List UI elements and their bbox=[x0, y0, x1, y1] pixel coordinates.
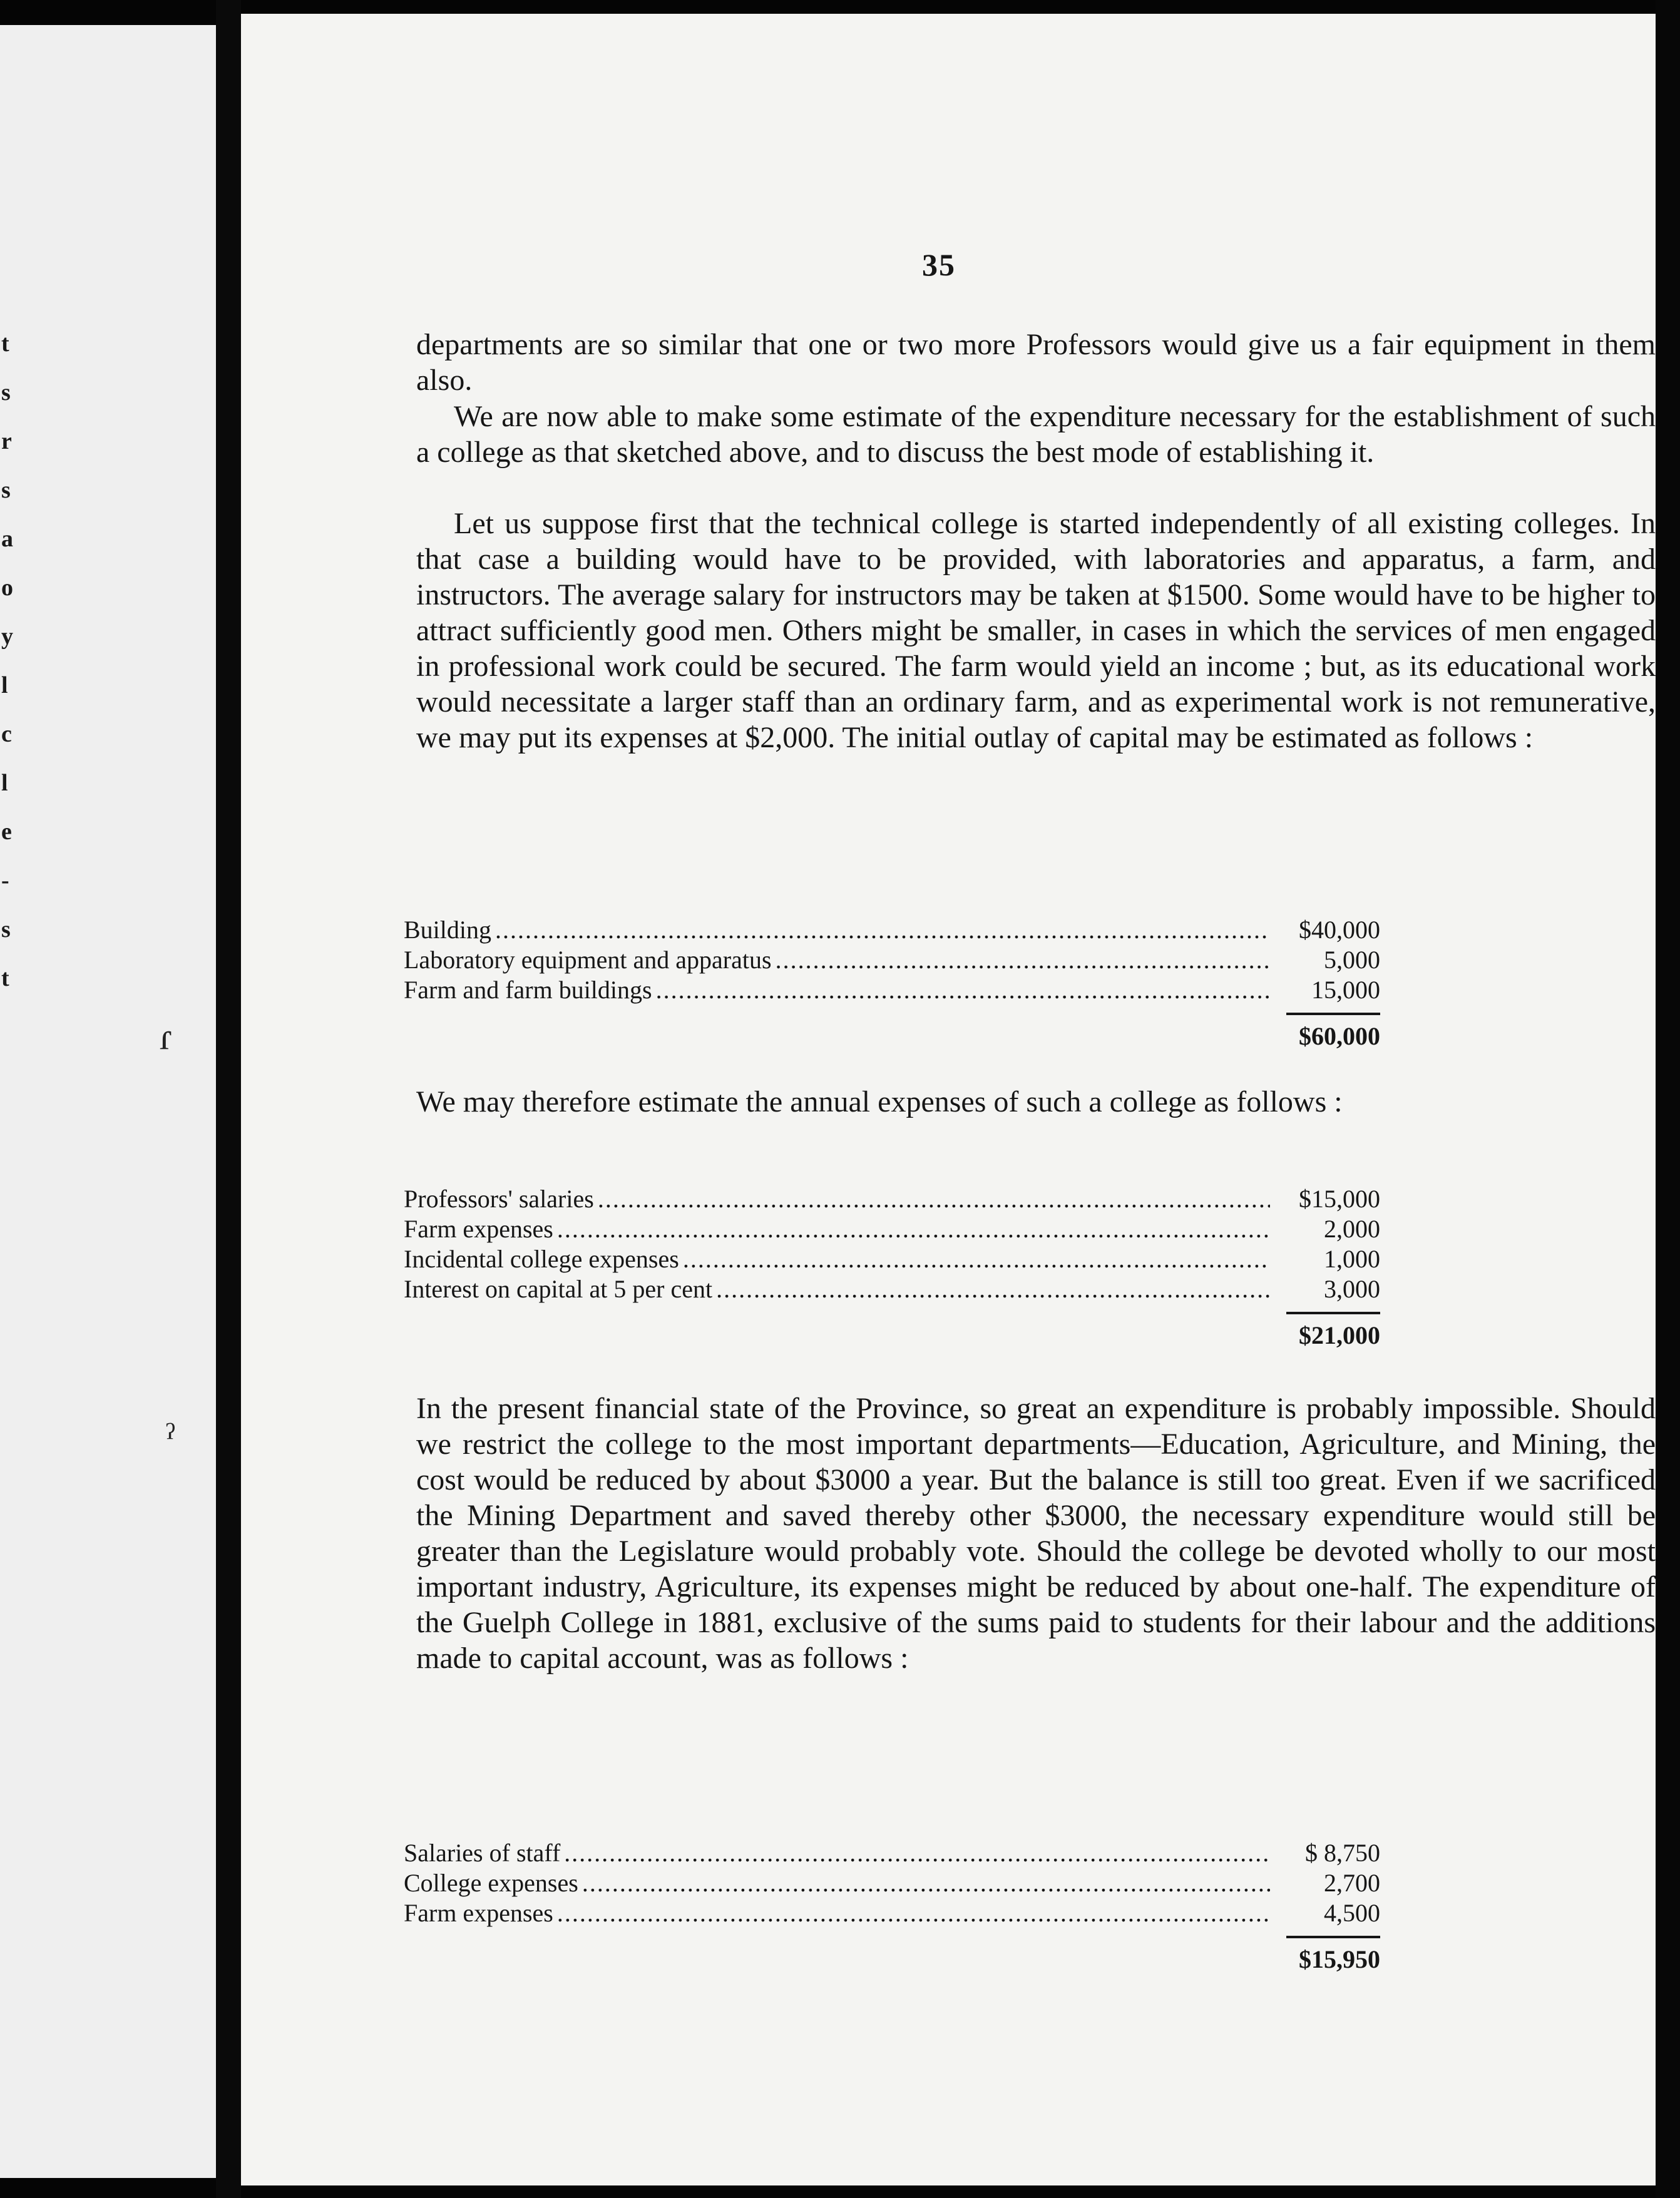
leader-dots bbox=[656, 975, 1270, 1005]
edge-letter: - bbox=[1, 867, 9, 894]
leader-dots bbox=[557, 1214, 1270, 1244]
leader-dots bbox=[716, 1274, 1270, 1304]
edge-letter: t bbox=[1, 965, 9, 991]
table-row bbox=[404, 915, 1380, 945]
row-amount: $15,000 bbox=[1299, 1185, 1380, 1213]
edge-letter: l bbox=[1, 672, 8, 698]
row-label: Building bbox=[404, 916, 492, 944]
row-amount: 1,000 bbox=[1324, 1245, 1380, 1273]
sum-rule bbox=[1286, 1312, 1380, 1314]
table-total: $15,950 bbox=[1299, 1945, 1380, 1973]
leader-dots bbox=[564, 1838, 1270, 1868]
table-row bbox=[404, 1244, 1380, 1274]
row-amount: 15,000 bbox=[1311, 976, 1380, 1004]
edge-letter: o bbox=[1, 575, 13, 601]
row-amount: 3,000 bbox=[1324, 1275, 1380, 1303]
table-row bbox=[404, 1214, 1380, 1244]
row-label: Salaries of staff bbox=[404, 1839, 561, 1867]
guelph-expenditure-table bbox=[404, 1838, 1380, 1975]
ink-speck: ɾ bbox=[160, 1016, 172, 1057]
previous-page-edge-letters bbox=[1, 319, 20, 1003]
row-amount: 5,000 bbox=[1324, 946, 1380, 974]
capital-outlay-table bbox=[404, 915, 1380, 1051]
edge-letter: r bbox=[1, 428, 12, 454]
page-35 bbox=[160, 14, 1656, 2185]
row-amount: 2,000 bbox=[1324, 1215, 1380, 1243]
row-amount: $ 8,750 bbox=[1305, 1839, 1380, 1867]
paragraph-expenditure-estimate: We are now able to make some estimate of the expenditure necessary for the establishment of such a college as that sketched above, and to discuss the best mode of establishing it. bbox=[416, 400, 1656, 469]
table-row bbox=[404, 1868, 1380, 1898]
scan-right-border bbox=[1656, 0, 1680, 2198]
sum-rule bbox=[1286, 1013, 1380, 1015]
row-label: Professors' salaries bbox=[404, 1185, 594, 1213]
leader-dots bbox=[683, 1244, 1270, 1274]
edge-letter: y bbox=[1, 623, 13, 650]
sum-rule bbox=[1286, 1936, 1380, 1938]
row-amount: 4,500 bbox=[1324, 1899, 1380, 1927]
row-label: College expenses bbox=[404, 1869, 578, 1897]
edge-letter: l bbox=[1, 770, 8, 796]
row-label: Farm expenses bbox=[404, 1899, 553, 1927]
table-total: $60,000 bbox=[1299, 1022, 1380, 1050]
ink-speck: ˀ bbox=[166, 1416, 175, 1458]
row-amount: 2,700 bbox=[1324, 1869, 1380, 1897]
leader-dots bbox=[598, 1184, 1270, 1214]
row-label: Interest on capital at 5 per cent bbox=[404, 1275, 713, 1303]
edge-letter: e bbox=[1, 819, 12, 845]
previous-page-fragment bbox=[0, 25, 216, 2178]
edge-letter: c bbox=[1, 721, 12, 747]
table-row bbox=[404, 1184, 1380, 1214]
table-total: $21,000 bbox=[1299, 1321, 1380, 1349]
leader-dots bbox=[776, 945, 1270, 975]
page-number: 35 bbox=[922, 247, 956, 282]
leader-dots bbox=[557, 1898, 1270, 1928]
edge-letter: a bbox=[1, 526, 13, 552]
row-label: Incidental college expenses bbox=[404, 1245, 679, 1273]
row-amount: $40,000 bbox=[1299, 916, 1380, 944]
paragraph-continuation: departments are so similar that one or two more Professors would give us a fair equipment in them also. bbox=[416, 328, 1656, 397]
paragraph-annual-expenses: We may therefore estimate the annual expenses of such a college as follows : bbox=[416, 1085, 1343, 1118]
leader-dots bbox=[495, 915, 1270, 945]
row-label: Laboratory equipment and apparatus bbox=[404, 946, 772, 974]
table-row bbox=[404, 1898, 1380, 1928]
edge-letter: s bbox=[1, 477, 11, 503]
annual-expenses-table bbox=[404, 1184, 1380, 1351]
paragraph-financial-state: In the present financial state of the Province, so great an expenditure is probably impossible. Should we restrict the college to the most important departments—Education, Agriculture, and Mining, the cost would be reduced by about $3000 a year. But the balance is still too great. Even if we sacrificed the Mining Department and saved thereby other $3000, the necessary expenditure would still be greater than the Legislature would probably vote. Should the college be devoted wholly to our most important industry, Agriculture, its expenses might be reduced by about one-half. The expenditure of the Guelph College in 1881, exclusive of the sums paid to students for their labour and the additions made to capital account, was as follows : bbox=[416, 1392, 1656, 1675]
row-label: Farm and farm buildings bbox=[404, 976, 652, 1004]
book-gutter bbox=[216, 0, 241, 2198]
edge-letter: t bbox=[1, 330, 9, 357]
table-row bbox=[404, 945, 1380, 975]
table-row bbox=[404, 1838, 1380, 1868]
table-row bbox=[404, 1274, 1380, 1304]
edge-letter: s bbox=[1, 379, 11, 406]
leader-dots bbox=[582, 1868, 1270, 1898]
paragraph-independent-college: Let us suppose first that the technical college is started independently of all existing colleges. In that case a building would have to be provided, with laboratories and apparatus, a farm, and instructors. The average salary for instructors may be taken at $1500. Some would have to be higher to attract sufficiently good men. Others might be smaller, in cases in which the services of men engaged in professional work could be secured. The farm would yield an income ; but, as its educational work would necessitate a larger staff than an ordinary farm, and as experimental work is not remunerative, we may put its expenses at $2,000. The initial outlay of capital may be estimated as follows : bbox=[416, 507, 1656, 754]
table-row bbox=[404, 975, 1380, 1005]
row-label: Farm expenses bbox=[404, 1215, 553, 1243]
edge-letter: s bbox=[1, 916, 11, 943]
